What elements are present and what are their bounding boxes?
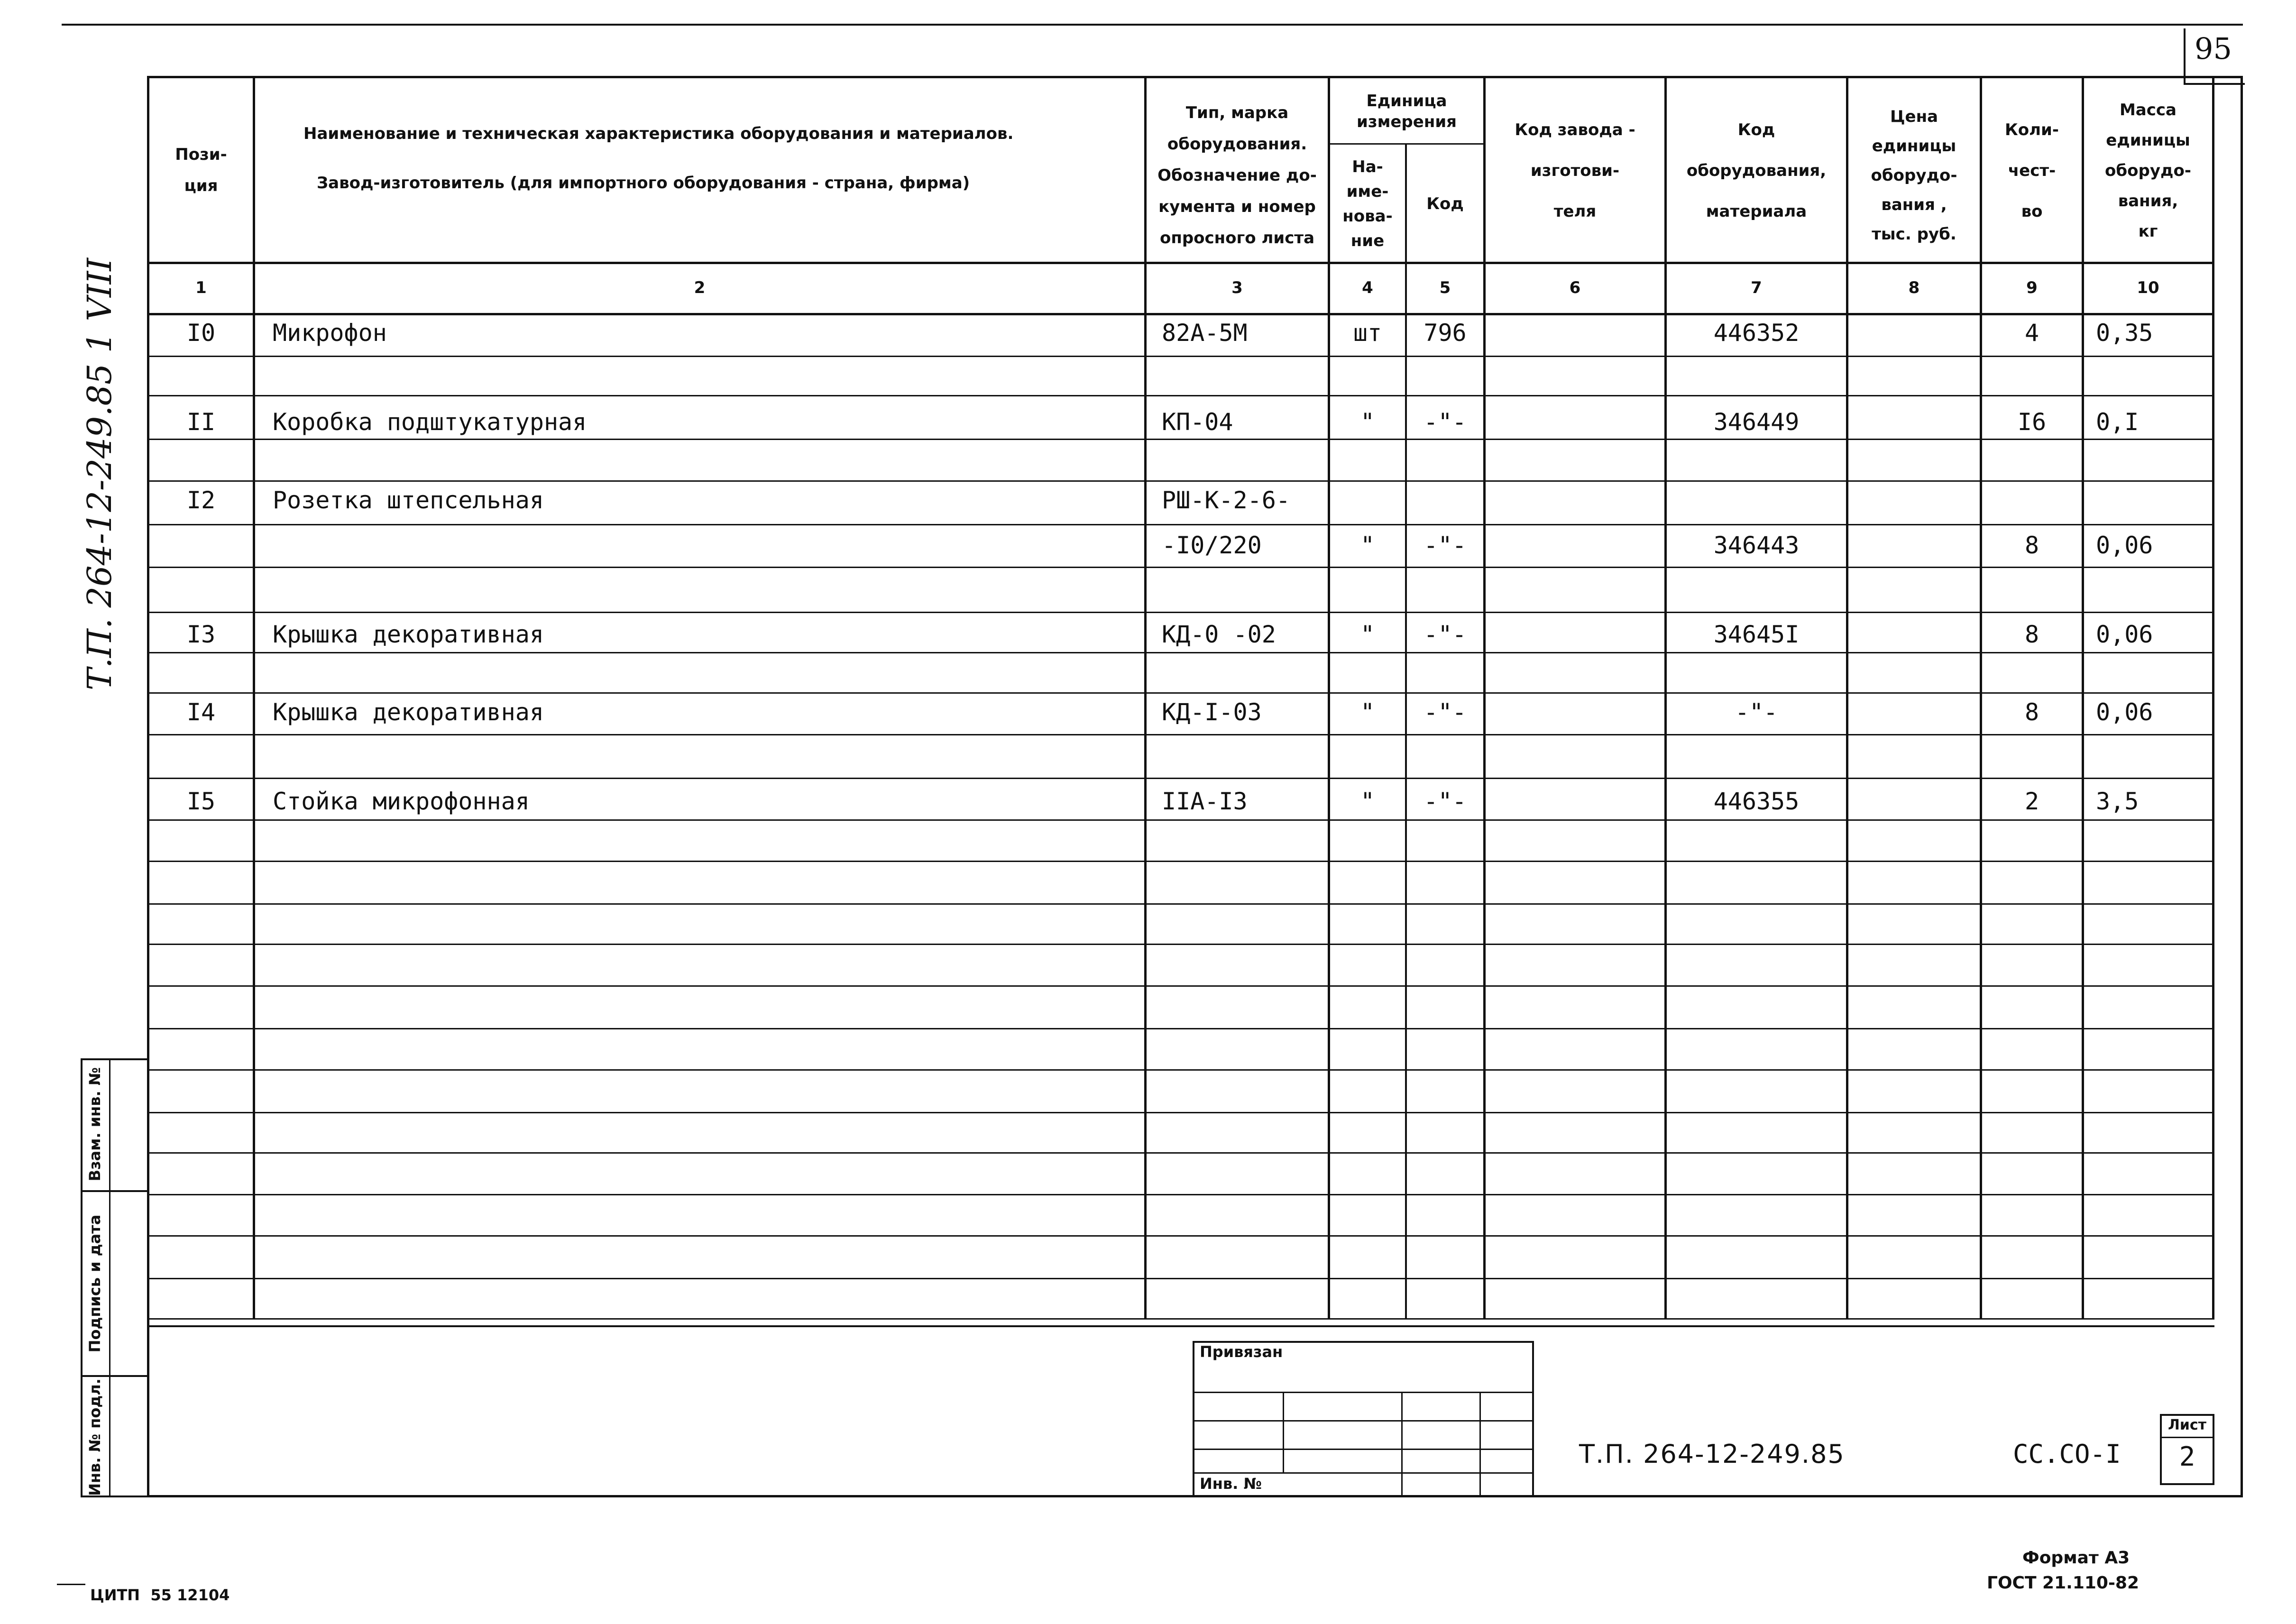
table-rule bbox=[147, 734, 2214, 735]
row-quantity: 8 bbox=[2024, 621, 2039, 648]
bottom-left-tick bbox=[57, 1584, 85, 1585]
privyazan-label: Привязан bbox=[1200, 1343, 1283, 1361]
colnum-9: 9 bbox=[2026, 278, 2038, 297]
row-type: -I0/220 bbox=[1162, 532, 1262, 559]
table-rule bbox=[147, 1069, 2214, 1071]
header-type: Тип, марка оборудования. Обозначение до- кумента и номер опросного листа bbox=[1157, 103, 1317, 248]
row-type: КП-04 bbox=[1162, 408, 1233, 436]
row-position: II bbox=[186, 408, 216, 436]
row-equipment-code: 34645I bbox=[1713, 621, 1800, 648]
header-factory-code: Код завода - изготови- теля bbox=[1515, 120, 1635, 221]
row-mass: 0,06 bbox=[2096, 532, 2153, 559]
colnum-4: 4 bbox=[1362, 278, 1373, 297]
row-mass: 0,I bbox=[2096, 408, 2139, 436]
row-type: РШ-К-2-6- bbox=[1162, 486, 1290, 514]
table-rule bbox=[147, 395, 2214, 396]
row-mass: 3,5 bbox=[2096, 788, 2139, 815]
doc-code: Т.П. 264-12-249.85 bbox=[1579, 1439, 1845, 1469]
row-type: КД-I-03 bbox=[1162, 698, 1262, 726]
row-quantity: 4 bbox=[2024, 319, 2039, 347]
colnum-7: 7 bbox=[1751, 278, 1762, 297]
row-unit: " bbox=[1360, 532, 1375, 559]
row-equipment-code: -"- bbox=[1735, 698, 1778, 726]
colnum-5: 5 bbox=[1439, 278, 1451, 297]
row-unit-code: 796 bbox=[1424, 319, 1467, 347]
list-label: Лист bbox=[2167, 1417, 2207, 1433]
row-quantity: 8 bbox=[2024, 698, 2039, 726]
privyazan-vline2 bbox=[1401, 1392, 1403, 1497]
colnum-6: 6 bbox=[1569, 278, 1581, 297]
margin-stamp: Т.П. 264-12-249.85 1 VIII bbox=[80, 258, 119, 690]
gost-label: ГОСТ 21.110-82 bbox=[1987, 1573, 2140, 1593]
table-rule bbox=[147, 524, 2214, 525]
privyazan-line3 bbox=[1193, 1449, 1534, 1450]
table-rule bbox=[147, 985, 2214, 987]
row-position: I4 bbox=[186, 698, 216, 726]
row-position: I0 bbox=[186, 319, 216, 347]
top-edge-line bbox=[62, 24, 2243, 26]
table-rule bbox=[147, 944, 2214, 945]
table-rule bbox=[147, 1028, 2214, 1029]
header-mass: Масса единицы оборудо- вания, кг bbox=[2105, 101, 2191, 241]
print-code: ЦИТП 55 12104 bbox=[90, 1586, 230, 1604]
header-price: Цена единицы оборудо- вания , тыс. руб. bbox=[1871, 107, 1957, 244]
header-unit-code: Код bbox=[1426, 194, 1464, 213]
privyazan-vline1 bbox=[1283, 1392, 1284, 1472]
table-rule bbox=[147, 1152, 2214, 1154]
list-number: 2 bbox=[2179, 1441, 2195, 1472]
privyazan-block bbox=[1193, 1341, 1534, 1497]
col-line-10 bbox=[2212, 76, 2214, 1318]
list-box-divider bbox=[2160, 1437, 2214, 1438]
side-podpis: Подпись и дата bbox=[86, 1214, 104, 1353]
colnum-2: 2 bbox=[694, 278, 706, 297]
inv-no-label: Инв. № bbox=[1200, 1475, 1262, 1493]
row-unit-code: -"- bbox=[1424, 408, 1467, 436]
table-rule bbox=[147, 1112, 2214, 1113]
header-name-line1: Наименование и техническая характеристика оборудования и материалов. bbox=[303, 124, 1014, 143]
row-quantity: I6 bbox=[2017, 408, 2047, 436]
header-quantity: Коли- чест- во bbox=[2005, 120, 2059, 221]
page-number: 95 bbox=[2195, 31, 2232, 66]
side-inv: Инв. № подл. bbox=[86, 1378, 104, 1496]
colnum-10: 10 bbox=[2137, 278, 2159, 297]
row-position: I3 bbox=[186, 621, 216, 648]
row-equipment-code: 446355 bbox=[1713, 788, 1800, 815]
row-name: Розетка штепсельная bbox=[273, 486, 544, 514]
table-rule bbox=[147, 612, 2214, 613]
col-line-5 bbox=[1483, 76, 1486, 1318]
header-name-line2: Завод-изготовитель (для импортного оборудования - страна, фирма) bbox=[317, 174, 970, 193]
col-line-1 bbox=[253, 76, 255, 1318]
side-vzam: Взам. инв. № bbox=[86, 1067, 104, 1182]
table-rule bbox=[147, 861, 2214, 862]
header-unit-name: На- име- нова- ние bbox=[1342, 157, 1393, 250]
col-line-9 bbox=[2082, 76, 2084, 1318]
table-rule bbox=[147, 778, 2214, 779]
sheet-code: СС.СО-I bbox=[2013, 1439, 2121, 1469]
table-rule bbox=[147, 356, 2214, 357]
row-unit-code: -"- bbox=[1424, 621, 1467, 648]
col-line-2 bbox=[1144, 76, 1147, 1318]
row-unit-code: -"- bbox=[1424, 788, 1467, 815]
table-rule bbox=[147, 1278, 2214, 1279]
table-rule bbox=[147, 1235, 2214, 1237]
row-mass: 0,35 bbox=[2096, 319, 2153, 347]
row-type: IIА-I3 bbox=[1162, 788, 1248, 815]
row-quantity: 8 bbox=[2024, 532, 2039, 559]
colnum-8: 8 bbox=[1908, 278, 1920, 297]
row-mass: 0,06 bbox=[2096, 621, 2153, 648]
privyazan-vline3 bbox=[1479, 1392, 1481, 1497]
row-name: Стойка микрофонная bbox=[273, 788, 530, 815]
row-position: I5 bbox=[186, 788, 216, 815]
row-position: I2 bbox=[186, 486, 216, 514]
row-unit-code: -"- bbox=[1424, 532, 1467, 559]
row-type: 82А-5М bbox=[1162, 319, 1248, 347]
row-name: Микрофон bbox=[273, 319, 387, 347]
table-rule bbox=[147, 1194, 2214, 1195]
row-unit: " bbox=[1360, 698, 1375, 726]
col-line-7 bbox=[1846, 76, 1848, 1318]
table-rule bbox=[147, 903, 2214, 905]
row-mass: 0,06 bbox=[2096, 698, 2153, 726]
row-unit: " bbox=[1360, 408, 1375, 436]
row-name: Коробка подштукатурная bbox=[273, 408, 587, 436]
colnum-3: 3 bbox=[1231, 278, 1243, 297]
privyazan-line4 bbox=[1193, 1472, 1534, 1474]
format-label: Формат А3 bbox=[2022, 1548, 2130, 1568]
colnum-1: 1 bbox=[195, 278, 207, 297]
row-name: Крышка декоративная bbox=[273, 621, 544, 648]
row-type: КД-0 -02 bbox=[1162, 621, 1276, 648]
header-position: Пози- ция bbox=[175, 145, 227, 195]
row-equipment-code: 346449 bbox=[1713, 408, 1800, 436]
row-equipment-code: 346443 bbox=[1713, 532, 1800, 559]
row-quantity: 2 bbox=[2024, 788, 2039, 815]
privyazan-line2 bbox=[1193, 1420, 1534, 1422]
privyazan-line1 bbox=[1193, 1392, 1534, 1393]
side-strip-divider bbox=[109, 1058, 110, 1497]
row-unit-code: -"- bbox=[1424, 698, 1467, 726]
titleblock-top-line bbox=[147, 1325, 2214, 1327]
row-unit: шт bbox=[1353, 319, 1382, 347]
row-name: Крышка декоративная bbox=[273, 698, 544, 726]
header-equipment-code: Код оборудования, материала bbox=[1686, 120, 1827, 221]
row-unit: " bbox=[1360, 621, 1375, 648]
header-unit-group: Единица измерения bbox=[1357, 92, 1457, 131]
row-unit: " bbox=[1360, 788, 1375, 815]
table-rule bbox=[147, 567, 2214, 568]
row-equipment-code: 446352 bbox=[1713, 319, 1800, 347]
table-rule bbox=[147, 1318, 2214, 1320]
